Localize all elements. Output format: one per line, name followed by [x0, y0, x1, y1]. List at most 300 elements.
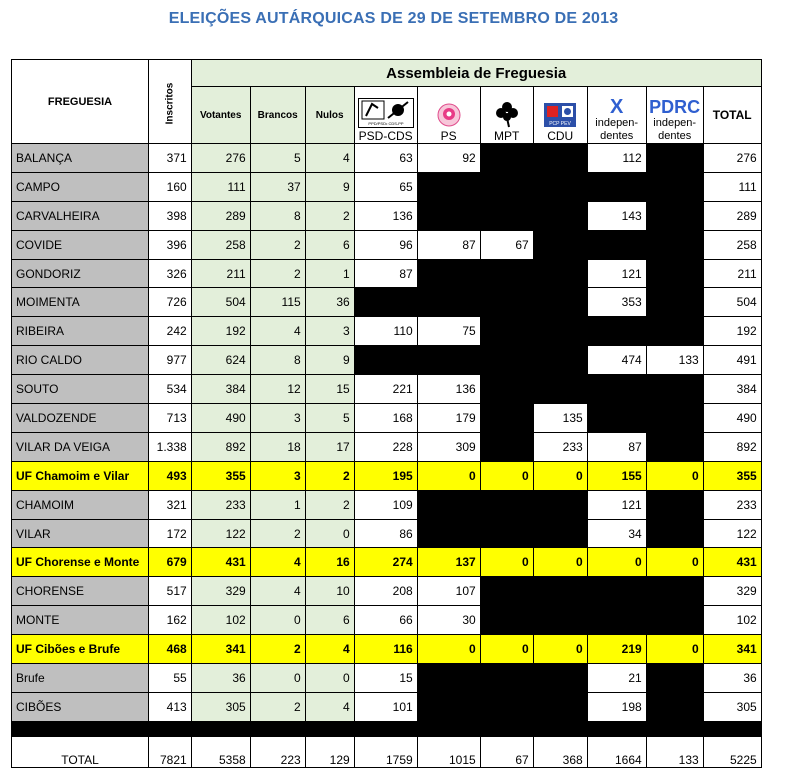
freguesia-name: UF Cibões e Brufe — [12, 635, 149, 664]
freguesia-name: CARVALHEIRA — [12, 201, 149, 230]
cdu-logo-icon — [543, 102, 577, 128]
cell-mpt — [480, 606, 533, 635]
table-row — [12, 692, 762, 721]
psd-header-label: PSD-CDS — [358, 129, 413, 143]
cdu-header — [533, 87, 587, 144]
ps-header — [417, 87, 480, 144]
cell-votantes: 892 — [191, 432, 250, 461]
cell-psd: 195 — [354, 461, 417, 490]
cell-inscritos: 242 — [149, 317, 192, 346]
cell-votantes: 111 — [191, 172, 250, 201]
cell-x — [587, 404, 646, 433]
cell-total: 355 — [703, 461, 761, 490]
cell-votantes: 36 — [191, 664, 250, 693]
cell-mpt — [480, 201, 533, 230]
cell-cdu — [533, 490, 587, 519]
cell-inscritos: 326 — [149, 259, 192, 288]
table-row — [12, 259, 762, 288]
cell-nulos: 5 — [305, 404, 354, 433]
cell-pdrc: 133 — [646, 346, 703, 375]
cell-pdrc: 0 — [646, 461, 703, 490]
cell-nulos: 2 — [305, 461, 354, 490]
cell-cdu — [533, 664, 587, 693]
cell-cdu: 0 — [533, 635, 587, 664]
cell-psd: 87 — [354, 259, 417, 288]
psd-logo-text: PPD/PSD• CDS-PP — [368, 121, 404, 126]
cell-psd: 110 — [354, 317, 417, 346]
table-row — [12, 490, 762, 519]
table-row — [12, 404, 762, 433]
total-ps: 1015 — [417, 736, 480, 767]
cell-inscritos: 517 — [149, 577, 192, 606]
cell-ps — [417, 172, 480, 201]
cell-mpt: 0 — [480, 635, 533, 664]
freguesia-name: MONTE — [12, 606, 149, 635]
cell-pdrc — [646, 432, 703, 461]
cell-nulos: 0 — [305, 664, 354, 693]
cdu-logo-text: PCP PEV — [549, 121, 571, 127]
cell-cdu: 135 — [533, 404, 587, 433]
total-nulos: 129 — [305, 736, 354, 767]
cell-psd: 101 — [354, 692, 417, 721]
cell-x: 34 — [587, 519, 646, 548]
freguesia-name: COVIDE — [12, 230, 149, 259]
cell-inscritos: 55 — [149, 664, 192, 693]
cell-mpt — [480, 404, 533, 433]
cell-nulos: 3 — [305, 317, 354, 346]
cell-brancos: 115 — [250, 288, 305, 317]
cell-votantes: 211 — [191, 259, 250, 288]
cell-brancos: 8 — [250, 201, 305, 230]
freguesia-name: RIBEIRA — [12, 317, 149, 346]
cell-total: 431 — [703, 548, 761, 577]
cell-inscritos: 172 — [149, 519, 192, 548]
cell-pdrc — [646, 664, 703, 693]
inscritos-header — [149, 60, 192, 144]
cell-votantes: 102 — [191, 606, 250, 635]
cell-votantes: 233 — [191, 490, 250, 519]
cell-x: 121 — [587, 490, 646, 519]
cell-total: 111 — [703, 172, 761, 201]
cell-x: 143 — [587, 201, 646, 230]
cell-nulos: 2 — [305, 201, 354, 230]
cell-nulos: 4 — [305, 692, 354, 721]
cell-x — [587, 317, 646, 346]
cell-psd: 168 — [354, 404, 417, 433]
cell-x: 112 — [587, 144, 646, 173]
cell-psd — [354, 346, 417, 375]
cell-ps — [417, 490, 480, 519]
cell-psd: 208 — [354, 577, 417, 606]
cell-psd: 221 — [354, 375, 417, 404]
cell-x: 155 — [587, 461, 646, 490]
cell-psd: 116 — [354, 635, 417, 664]
cell-mpt — [480, 577, 533, 606]
cell-nulos: 10 — [305, 577, 354, 606]
cell-x — [587, 606, 646, 635]
cell-inscritos: 468 — [149, 635, 192, 664]
cell-ps: 75 — [417, 317, 480, 346]
cell-x: 21 — [587, 664, 646, 693]
cell-pdrc — [646, 144, 703, 173]
cell-votantes: 504 — [191, 288, 250, 317]
cell-ps: 137 — [417, 548, 480, 577]
cell-pdrc — [646, 288, 703, 317]
uf-row — [12, 461, 762, 490]
cell-total: 36 — [703, 664, 761, 693]
cell-votantes: 624 — [191, 346, 250, 375]
cell-inscritos: 396 — [149, 230, 192, 259]
cell-mpt — [480, 288, 533, 317]
cell-votantes: 431 — [191, 548, 250, 577]
table-row — [12, 201, 762, 230]
cell-mpt — [480, 692, 533, 721]
mpt-header-label: MPT — [494, 129, 520, 143]
cell-pdrc — [646, 404, 703, 433]
cell-nulos: 6 — [305, 606, 354, 635]
totals-row — [12, 736, 762, 767]
x-independentes-header — [587, 87, 646, 144]
cell-total: 122 — [703, 519, 761, 548]
cell-inscritos: 398 — [149, 201, 192, 230]
cell-brancos: 2 — [250, 692, 305, 721]
cell-ps — [417, 346, 480, 375]
cell-brancos: 0 — [250, 606, 305, 635]
cell-total: 258 — [703, 230, 761, 259]
cell-ps: 0 — [417, 461, 480, 490]
cell-pdrc — [646, 375, 703, 404]
cell-inscritos: 162 — [149, 606, 192, 635]
cell-total: 341 — [703, 635, 761, 664]
cell-total: 490 — [703, 404, 761, 433]
total-brancos: 223 — [250, 736, 305, 767]
uf-row — [12, 635, 762, 664]
cell-nulos: 36 — [305, 288, 354, 317]
cell-ps — [417, 519, 480, 548]
cell-votantes: 341 — [191, 635, 250, 664]
cell-pdrc — [646, 490, 703, 519]
cell-nulos: 0 — [305, 519, 354, 548]
cell-x: 353 — [587, 288, 646, 317]
cell-nulos: 15 — [305, 375, 354, 404]
total-mpt: 67 — [480, 736, 533, 767]
cell-pdrc: 0 — [646, 548, 703, 577]
cell-mpt — [480, 172, 533, 201]
cell-inscritos: 977 — [149, 346, 192, 375]
cell-total: 211 — [703, 259, 761, 288]
cell-inscritos: 726 — [149, 288, 192, 317]
results-table — [11, 59, 762, 768]
cell-ps: 87 — [417, 230, 480, 259]
table-row — [12, 288, 762, 317]
cell-ps: 309 — [417, 432, 480, 461]
freguesia-name: CHAMOIM — [12, 490, 149, 519]
cell-brancos: 18 — [250, 432, 305, 461]
table-row — [12, 144, 762, 173]
cell-cdu — [533, 519, 587, 548]
cell-mpt: 0 — [480, 461, 533, 490]
cell-psd: 15 — [354, 664, 417, 693]
cell-psd: 274 — [354, 548, 417, 577]
cell-mpt — [480, 346, 533, 375]
totals-label: TOTAL — [12, 736, 149, 767]
cell-nulos: 9 — [305, 172, 354, 201]
cell-psd: 96 — [354, 230, 417, 259]
freguesia-name: BALANÇA — [12, 144, 149, 173]
table-row — [12, 346, 762, 375]
cell-votantes: 490 — [191, 404, 250, 433]
cell-nulos: 17 — [305, 432, 354, 461]
freguesia-name: MOIMENTA — [12, 288, 149, 317]
cell-nulos: 9 — [305, 346, 354, 375]
cell-inscritos: 321 — [149, 490, 192, 519]
clover-logo-icon — [494, 100, 520, 128]
cell-total: 276 — [703, 144, 761, 173]
cell-psd: 63 — [354, 144, 417, 173]
cell-cdu: 0 — [533, 548, 587, 577]
table-row — [12, 606, 762, 635]
cell-total: 289 — [703, 201, 761, 230]
cell-inscritos: 534 — [149, 375, 192, 404]
freguesia-name: UF Chamoim e Vilar — [12, 461, 149, 490]
results-body — [12, 144, 762, 768]
cell-cdu — [533, 577, 587, 606]
table-row — [12, 172, 762, 201]
nulos-header: Nulos — [305, 87, 354, 144]
ps-header-label: PS — [440, 129, 457, 143]
cell-total: 491 — [703, 346, 761, 375]
cell-total: 504 — [703, 288, 761, 317]
cell-brancos: 2 — [250, 230, 305, 259]
cell-cdu — [533, 201, 587, 230]
cell-x: 198 — [587, 692, 646, 721]
total-total: 5225 — [703, 736, 761, 767]
separator-bar — [12, 721, 762, 736]
freguesia-name: RIO CALDO — [12, 346, 149, 375]
cell-psd: 136 — [354, 201, 417, 230]
total-x: 1664 — [587, 736, 646, 767]
cell-pdrc — [646, 577, 703, 606]
cell-brancos: 37 — [250, 172, 305, 201]
cell-psd: 228 — [354, 432, 417, 461]
cell-brancos: 3 — [250, 404, 305, 433]
cell-cdu — [533, 692, 587, 721]
cell-pdrc — [646, 519, 703, 548]
cell-x — [587, 172, 646, 201]
freguesia-name: GONDORIZ — [12, 259, 149, 288]
cell-votantes: 289 — [191, 201, 250, 230]
cell-mpt — [480, 144, 533, 173]
cell-nulos: 4 — [305, 635, 354, 664]
freguesia-name: VALDOZENDE — [12, 404, 149, 433]
cell-x: 87 — [587, 432, 646, 461]
cell-pdrc — [646, 230, 703, 259]
table-row — [12, 664, 762, 693]
cell-psd: 65 — [354, 172, 417, 201]
cell-x — [587, 577, 646, 606]
cell-total: 233 — [703, 490, 761, 519]
cell-mpt — [480, 259, 533, 288]
table-row — [12, 230, 762, 259]
cell-pdrc — [646, 317, 703, 346]
cell-nulos: 6 — [305, 230, 354, 259]
pdrc-header — [646, 87, 703, 144]
cell-pdrc — [646, 259, 703, 288]
total-psd: 1759 — [354, 736, 417, 767]
pdrc-label-1: indepen- — [653, 117, 697, 129]
cell-votantes: 355 — [191, 461, 250, 490]
votantes-header: Votantes — [191, 87, 250, 144]
cell-total: 192 — [703, 317, 761, 346]
cell-mpt — [480, 375, 533, 404]
cell-votantes: 384 — [191, 375, 250, 404]
table-row — [12, 432, 762, 461]
freguesia-name: SOUTO — [12, 375, 149, 404]
cell-inscritos: 713 — [149, 404, 192, 433]
cell-psd — [354, 288, 417, 317]
cell-ps: 92 — [417, 144, 480, 173]
pdrc-label-2: dentes — [658, 130, 692, 142]
table-row — [12, 519, 762, 548]
cell-total: 384 — [703, 375, 761, 404]
cell-brancos: 5 — [250, 144, 305, 173]
pdrc-mark: PDRC — [649, 97, 701, 117]
cell-cdu — [533, 230, 587, 259]
cell-inscritos: 371 — [149, 144, 192, 173]
cell-pdrc — [646, 201, 703, 230]
cell-nulos: 16 — [305, 548, 354, 577]
page-title: ELEIÇÕES AUTÁRQUICAS DE 29 DE SETEMBRO DE 2013 — [168, 10, 619, 27]
psd-cds-logo-icon — [358, 98, 414, 128]
cell-brancos: 4 — [250, 577, 305, 606]
freguesia-name: Brufe — [12, 664, 149, 693]
cdu-header-label: CDU — [547, 129, 574, 143]
cell-inscritos: 679 — [149, 548, 192, 577]
cell-ps: 30 — [417, 606, 480, 635]
cell-total: 102 — [703, 606, 761, 635]
cell-x — [587, 375, 646, 404]
freguesia-name: CHORENSE — [12, 577, 149, 606]
separator-row — [12, 721, 762, 736]
cell-votantes: 276 — [191, 144, 250, 173]
cell-brancos: 4 — [250, 548, 305, 577]
cell-votantes: 122 — [191, 519, 250, 548]
assembleia-header: Assembleia de Freguesia — [191, 60, 761, 87]
cell-x: 121 — [587, 259, 646, 288]
freguesia-name: CAMPO — [12, 172, 149, 201]
cell-x — [587, 230, 646, 259]
cell-cdu — [533, 259, 587, 288]
cell-brancos: 1 — [250, 490, 305, 519]
cell-brancos: 3 — [250, 461, 305, 490]
cell-brancos: 2 — [250, 635, 305, 664]
cell-psd: 109 — [354, 490, 417, 519]
cell-psd: 66 — [354, 606, 417, 635]
total-pdrc: 133 — [646, 736, 703, 767]
cell-brancos: 4 — [250, 317, 305, 346]
cell-ps — [417, 692, 480, 721]
cell-pdrc — [646, 172, 703, 201]
uf-row — [12, 548, 762, 577]
mpt-header — [480, 87, 533, 144]
cell-nulos: 1 — [305, 259, 354, 288]
cell-brancos: 0 — [250, 664, 305, 693]
cell-mpt — [480, 664, 533, 693]
brancos-header: Brancos — [250, 87, 305, 144]
psd-header — [354, 87, 417, 144]
cell-x: 0 — [587, 548, 646, 577]
total-header: TOTAL — [703, 87, 761, 144]
x-mark-icon: X — [610, 96, 624, 118]
total-cdu: 368 — [533, 736, 587, 767]
cell-inscritos: 160 — [149, 172, 192, 201]
cell-ps — [417, 201, 480, 230]
ps-rose-logo-icon — [436, 102, 462, 128]
cell-ps — [417, 288, 480, 317]
cell-cdu — [533, 288, 587, 317]
cell-cdu — [533, 144, 587, 173]
cell-pdrc: 0 — [646, 635, 703, 664]
cell-inscritos: 413 — [149, 692, 192, 721]
cell-inscritos: 1.338 — [149, 432, 192, 461]
cell-psd: 86 — [354, 519, 417, 548]
cell-pdrc — [646, 606, 703, 635]
cell-mpt — [480, 432, 533, 461]
cell-nulos: 4 — [305, 144, 354, 173]
total-inscritos: 7821 — [149, 736, 192, 767]
cell-nulos: 2 — [305, 490, 354, 519]
cell-ps: 179 — [417, 404, 480, 433]
freguesia-name: CIBÕES — [12, 692, 149, 721]
x-label-1: indepen- — [595, 117, 639, 129]
cell-votantes: 258 — [191, 230, 250, 259]
x-label-2: dentes — [600, 130, 634, 142]
cell-ps: 136 — [417, 375, 480, 404]
cell-cdu — [533, 346, 587, 375]
cell-cdu — [533, 606, 587, 635]
cell-votantes: 305 — [191, 692, 250, 721]
freguesia-name: VILAR DA VEIGA — [12, 432, 149, 461]
cell-total: 892 — [703, 432, 761, 461]
freguesia-name: VILAR — [12, 519, 149, 548]
cell-ps: 107 — [417, 577, 480, 606]
table-row — [12, 375, 762, 404]
cell-mpt — [480, 490, 533, 519]
total-votantes: 5358 — [191, 736, 250, 767]
cell-cdu — [533, 172, 587, 201]
cell-brancos: 2 — [250, 259, 305, 288]
table-row — [12, 317, 762, 346]
cell-ps — [417, 664, 480, 693]
cell-votantes: 192 — [191, 317, 250, 346]
cell-x: 474 — [587, 346, 646, 375]
cell-cdu — [533, 317, 587, 346]
cell-ps — [417, 259, 480, 288]
table-row — [12, 577, 762, 606]
cell-x: 219 — [587, 635, 646, 664]
cell-votantes: 329 — [191, 577, 250, 606]
cell-inscritos: 493 — [149, 461, 192, 490]
cell-total: 329 — [703, 577, 761, 606]
inscritos-label: Inscritos — [164, 82, 176, 124]
cell-total: 305 — [703, 692, 761, 721]
cell-mpt — [480, 519, 533, 548]
cell-brancos: 12 — [250, 375, 305, 404]
cell-brancos: 2 — [250, 519, 305, 548]
cell-mpt: 0 — [480, 548, 533, 577]
cell-cdu: 233 — [533, 432, 587, 461]
cell-brancos: 8 — [250, 346, 305, 375]
